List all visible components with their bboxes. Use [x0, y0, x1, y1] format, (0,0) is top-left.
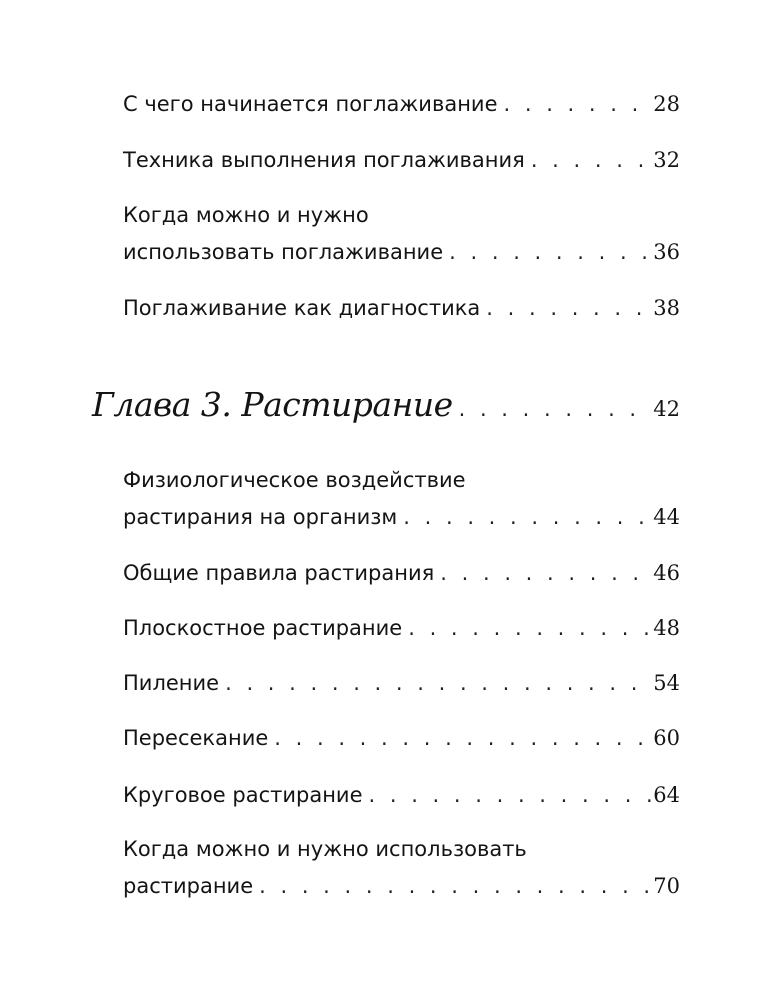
toc-entry-page: 54 [653, 671, 680, 695]
toc-entry-line [123, 555, 680, 592]
toc-entry-page: 28 [653, 92, 680, 116]
dot-leader [531, 142, 651, 179]
dot-leader [486, 290, 651, 327]
toc-entry-stroking-diagnostics [123, 290, 680, 327]
dot-leader [459, 397, 652, 421]
dot-leader [259, 868, 651, 905]
toc-entry-title-cont: растирания на организм [123, 505, 398, 529]
toc-entry-stroking-technique [123, 142, 680, 179]
toc-entry-title: Поглаживание как диагностика [123, 296, 481, 320]
toc-entry-line [123, 290, 680, 327]
toc-entry-line [123, 142, 680, 179]
toc-entry-page: 46 [653, 561, 680, 585]
toc-entry-title: Общие правила растирания [123, 561, 435, 585]
toc-entry-circular-rubbing [123, 777, 680, 814]
toc-entry-page: 48 [653, 616, 680, 640]
toc-entry-stroking-start [123, 86, 680, 123]
toc-entry-page: 44 [653, 505, 680, 529]
toc-entry-title: Пересекание [123, 726, 269, 750]
chapter-title: Глава 3. Растирание [92, 385, 453, 424]
dot-leader [408, 610, 651, 647]
toc-entry-title-cont: использовать поглаживание [123, 240, 444, 264]
toc-entry-title: Техника выполнения поглаживания [123, 148, 525, 172]
toc-entry-line [123, 720, 680, 757]
chapter-page: 42 [653, 397, 680, 421]
toc-entry-page: 60 [653, 726, 680, 750]
toc-entry-title: Плоскостное растирание [123, 616, 403, 640]
toc-entry-line [123, 462, 680, 499]
toc-entry-title: Круговое растирание [123, 783, 363, 807]
toc-entry-crossing [123, 720, 680, 757]
toc-entry-line [123, 86, 680, 123]
toc-entry-page: 36 [653, 240, 680, 264]
toc-entry-rubbing-when [123, 831, 680, 905]
toc-entry-line [123, 610, 680, 647]
toc-entry-title-cont: растирание [123, 874, 254, 898]
dot-leader [225, 665, 651, 702]
toc-entry-page: 32 [653, 148, 680, 172]
dot-leader [440, 555, 651, 592]
dot-leader [369, 777, 652, 814]
toc-entry-line [123, 665, 680, 702]
toc-entry-sawing [123, 665, 680, 702]
toc-entry-line [123, 499, 680, 536]
toc-entry-line [123, 197, 680, 234]
dot-leader [449, 234, 651, 271]
toc-entry-page: 64 [653, 783, 680, 807]
dot-leader [504, 86, 652, 123]
dot-leader [274, 720, 651, 757]
toc-entry-stroking-when [123, 197, 680, 271]
toc-entry-title: Пиление [123, 671, 220, 695]
toc-entry-line [123, 234, 680, 271]
toc-entry-line [123, 777, 680, 814]
toc-entry-rubbing-rules [123, 555, 680, 592]
toc-entry-title: Когда можно и нужно использовать [123, 837, 527, 861]
chapter-line [92, 385, 680, 424]
toc-entry-page: 38 [653, 296, 680, 320]
toc-entry-title: Когда можно и нужно [123, 203, 369, 227]
toc-entry-title: Физиологическое воздействие [123, 468, 466, 492]
toc-entry-line [123, 831, 680, 868]
toc-entry-rubbing-physiology [123, 462, 680, 536]
toc-entry-rubbing-planar [123, 610, 680, 647]
dot-leader [403, 499, 651, 536]
toc-entry-title: С чего начинается поглаживание [123, 92, 498, 116]
toc-entry-line [123, 868, 680, 905]
toc-entry-page: 70 [653, 874, 680, 898]
toc-chapter-heading [92, 385, 680, 424]
